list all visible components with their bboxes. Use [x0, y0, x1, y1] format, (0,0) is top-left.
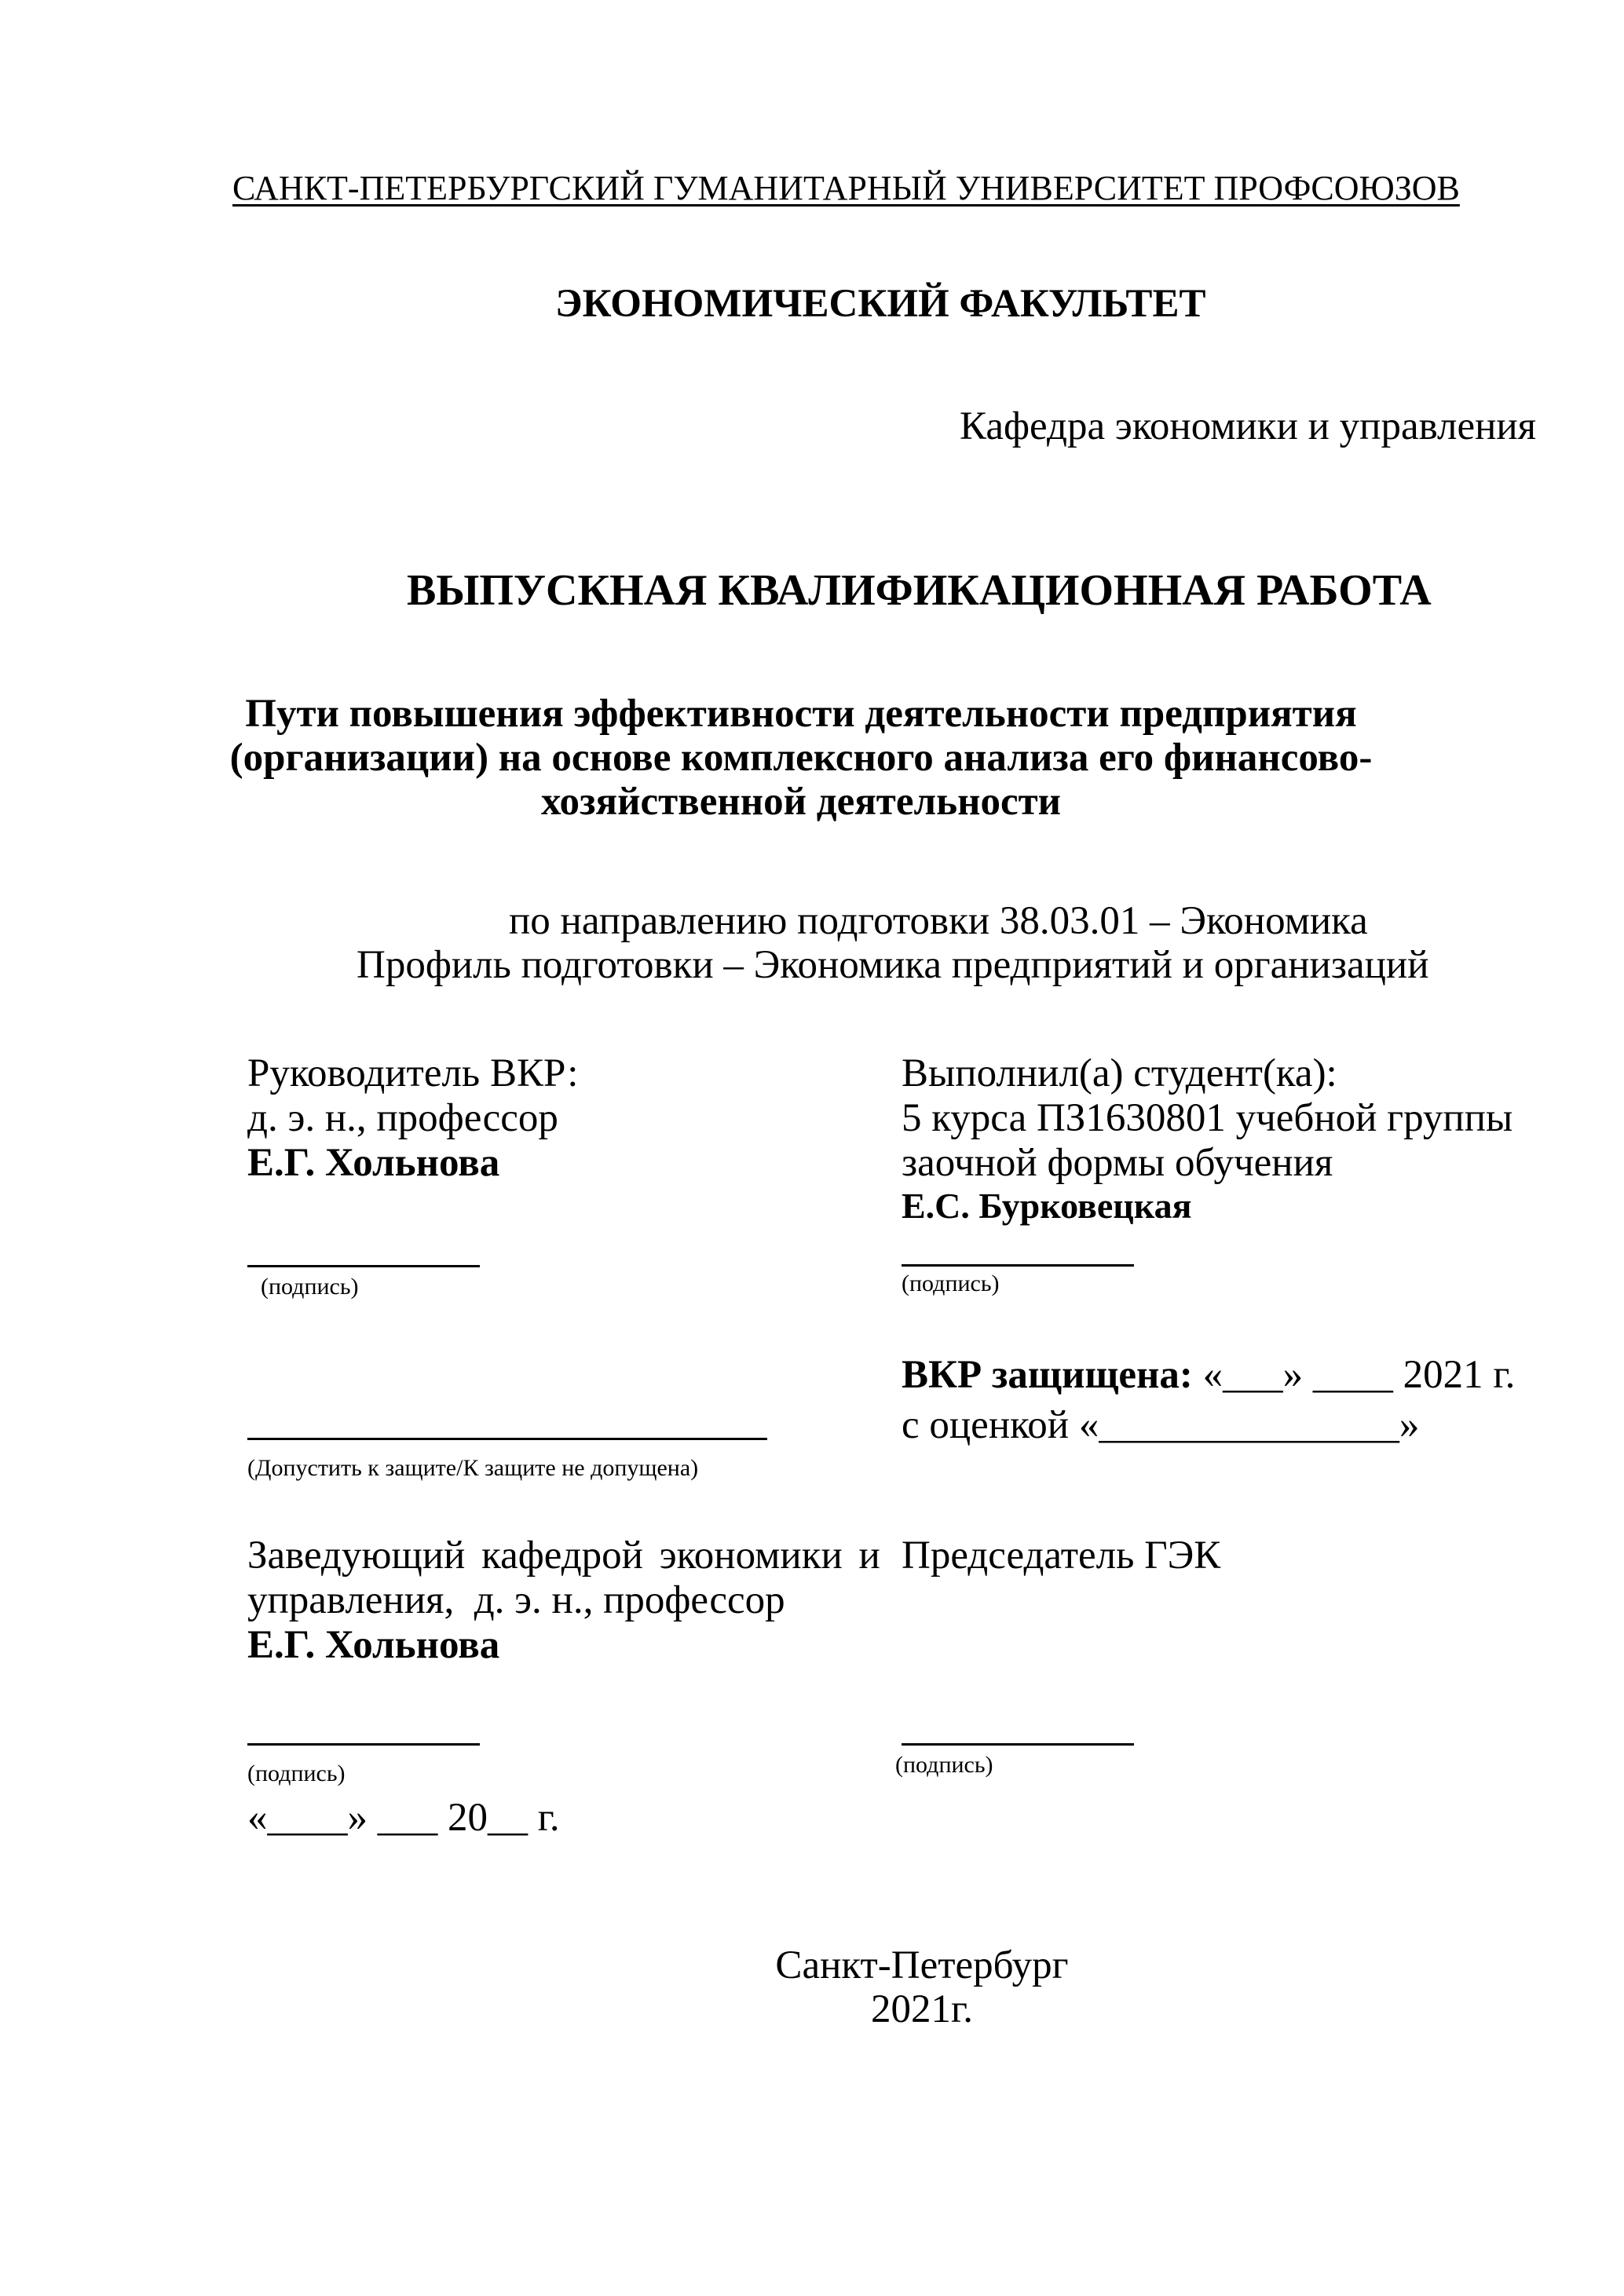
chairman-signature-caption: (подпись) — [895, 1752, 993, 1778]
head-signature-line — [247, 1743, 480, 1746]
student-form: заочной формы обучения — [902, 1141, 1333, 1185]
head-signature-caption: (подпись) — [247, 1760, 346, 1786]
supervisor-signature-caption: (подпись) — [261, 1274, 359, 1300]
student-signature-caption: (подпись) — [902, 1270, 1000, 1296]
city: Санкт-Петербург — [775, 1943, 1069, 1987]
supervisor-label: Руководитель ВКР: — [247, 1051, 579, 1095]
defense-grade: с оценкой «_______________» — [902, 1403, 1420, 1447]
supervisor-degree: д. э. н., профессор — [247, 1096, 558, 1140]
faculty-name: ЭКОНОМИЧЕСКИЙ ФАКУЛЬТЕТ — [555, 282, 1206, 326]
head-of-department-title-2: управления, д. э. н., профессор — [247, 1578, 785, 1622]
student-group: 5 курса ПЗ1630801 учебной группы — [902, 1096, 1513, 1140]
admission-decision-line — [247, 1438, 767, 1440]
student-label: Выполнил(а) студент(ка): — [902, 1051, 1337, 1095]
study-profile: Профиль подготовки – Экономика предприятий и организаций — [357, 943, 1429, 987]
topic-line-1: Пути повышения эффективности деятельности предприятия — [245, 692, 1357, 736]
supervisor-signature-line — [247, 1265, 480, 1267]
supervisor-name: Е.Г. Хольнова — [247, 1141, 500, 1185]
student-name: Е.С. Бурковецкая — [902, 1186, 1192, 1226]
year: 2021г. — [871, 1987, 973, 2031]
defense-date: «___» ____ 2021 г. — [1202, 1353, 1516, 1397]
head-of-department-title-1: Заведующий кафедрой экономики и — [247, 1534, 880, 1578]
department-name: Кафедра экономики и управления — [960, 404, 1537, 448]
chairman-label: Председатель ГЭК — [902, 1534, 1221, 1578]
defense-status — [902, 1355, 1515, 1395]
university-name: САНКТ-ПЕТЕРБУРГСКИЙ ГУМАНИТАРНЫЙ УНИВЕРСИТЕТ ПРОФСОЮЗОВ — [232, 169, 1460, 207]
topic-line-3: хозяйственной деятельности — [540, 780, 1062, 824]
admission-caption: (Допустить к защите/К защите не допущена) — [247, 1455, 699, 1481]
defense-label: ВКР защищена: — [902, 1353, 1193, 1397]
chairman-signature-line — [902, 1743, 1134, 1746]
work-type-title: ВЫПУСКНАЯ КВАЛИФИКАЦИОННАЯ РАБОТА — [407, 566, 1432, 615]
study-direction: по направлению подготовки 38.03.01 – Экономика — [509, 899, 1368, 943]
student-signature-line — [902, 1264, 1134, 1267]
head-of-department-name: Е.Г. Хольнова — [247, 1623, 500, 1667]
topic-line-2: (организации) на основе комплексного анализа его финансово- — [229, 736, 1373, 780]
head-signature-date: «____» ___ 20__ г. — [247, 1796, 560, 1840]
